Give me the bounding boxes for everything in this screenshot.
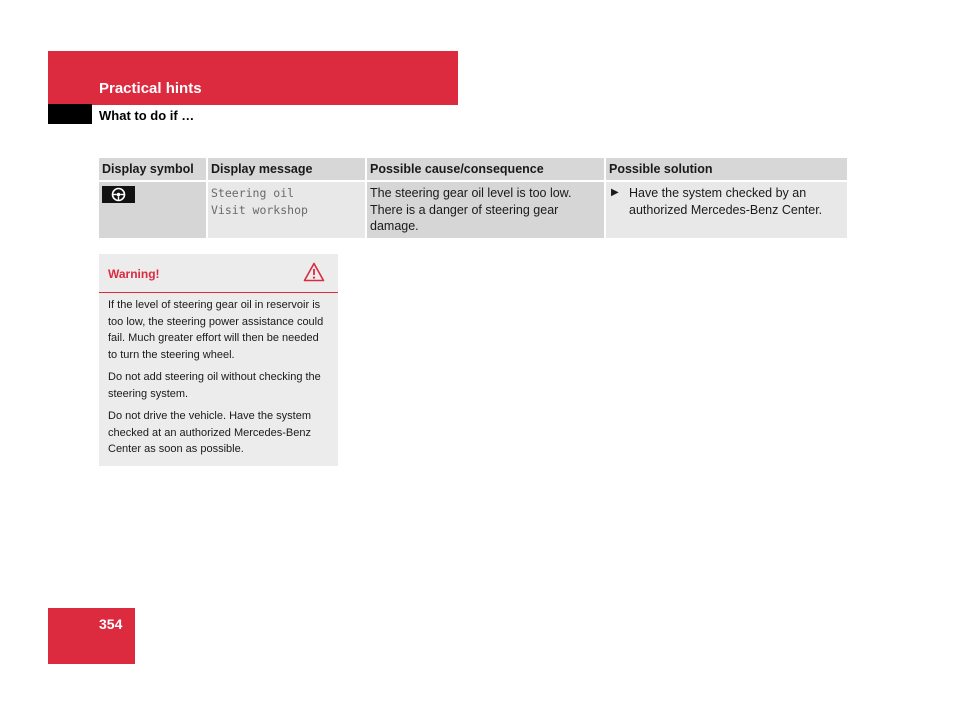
header-divider [92,104,458,105]
section-title: Practical hints [99,80,202,97]
column-header-display-message: Display message [207,158,366,181]
possible-solution-text: Have the system checked by an authorized Mercedes-Benz Center. [629,186,823,217]
table-header-row [99,158,847,181]
warning-triangle-icon [303,262,325,287]
display-message-cell [207,181,366,238]
table-row [99,181,847,238]
warning-paragraph: Do not add steering oil without checking the steering system. [108,371,321,400]
column-header-display-symbol: Display symbol [99,158,207,181]
display-message-table [99,158,847,238]
possible-solution-cell [605,181,847,238]
arrow-bullet-icon: ▶ [611,187,619,198]
display-message-line: Visit workshop [211,202,308,217]
section-tab-marker [48,104,92,124]
page-subtitle: What to do if … [99,108,195,123]
warning-paragraph: Do not drive the vehicle. Have the system checked at an authorized Mercedes-Benz Center as soon as possible. [108,410,312,455]
possible-cause-cell: The steering gear oil level is too low. There is a danger of steering gear damage. [366,181,605,238]
page-number: 354 [99,616,123,632]
warning-paragraph: If the level of steering gear oil in reservoir is too low, the steering power assistance could fail. Much greater effort will then be needed to turn the steering wheel. [108,299,324,361]
display-symbol-cell [99,181,207,238]
steering-wheel-icon [102,186,135,203]
warning-label: Warning! [108,267,160,281]
column-header-possible-solution: Possible solution [605,158,847,181]
warning-header [99,254,338,293]
column-header-possible-cause: Possible cause/consequence [366,158,605,181]
warning-body [99,293,338,458]
warning-box [99,254,338,466]
page-number-block [48,608,135,664]
display-message-line: Steering oil [211,186,295,200]
